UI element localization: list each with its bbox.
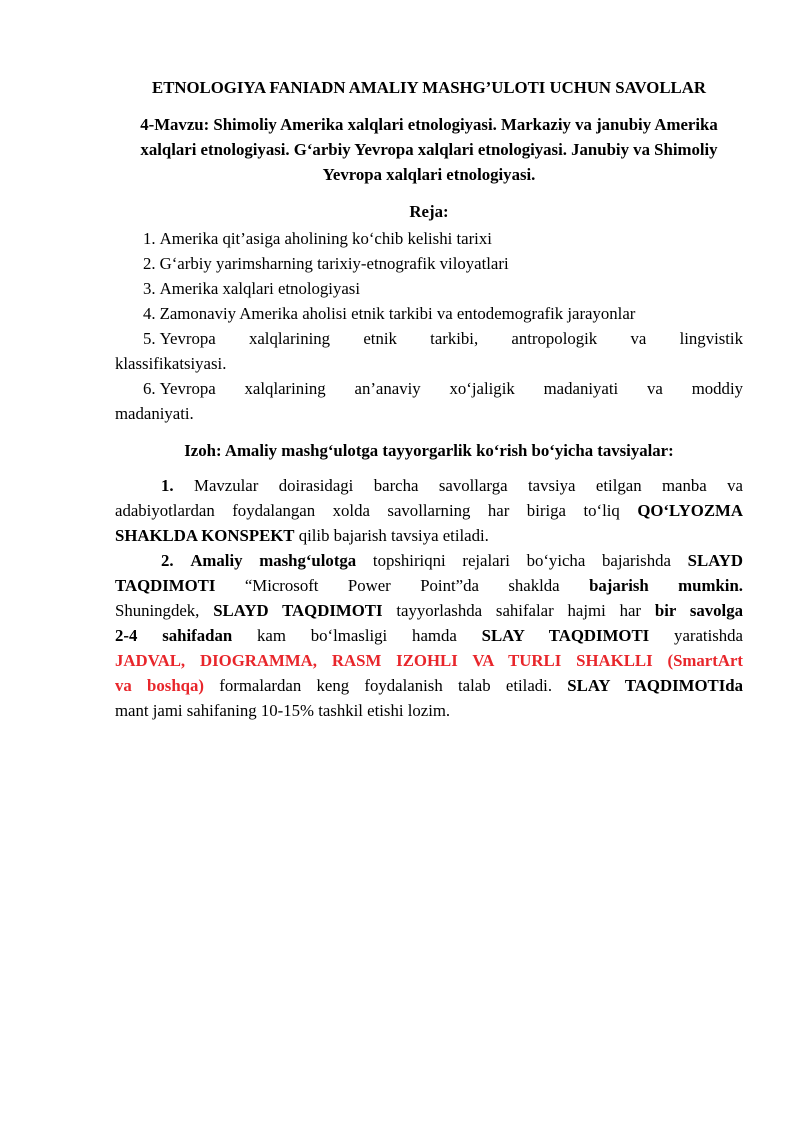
plan-item: 3. Amerika xalqlari etnologiyasi <box>143 279 360 298</box>
plan-item: 4. Zamonaviy Amerika aholisi etnik tarkibi va entodemografik jarayonlar <box>143 304 636 323</box>
recommendation-2: 2. Amaliy mashg‘ulotga topshiriqni rejalari bo‘yicha bajarishda SLAYD TAQDIMOTI “Microsoft Power Point”da shaklda bajarish mumkin. Shuningdek, SLAYD TAQDIMOTI tayyorlashda sahifalar hajmi har bir savolga 2-4 sahifadan kam bo‘lmasligi hamda SLAY TAQDIMOTI yaratishda JADVAL, DIOGRAMMA, RASM IZOHLI VA TURLI SHAKLLI (SmartArt va boshqa) formalardan keng foydalanish talab etiladi. SLAY TAQDIMOTIda mant jami sahifaning 10-15% tashkil etishi lozim. <box>115 551 744 720</box>
plan-item: 2. G‘arbiy yarimsharning tarixiy-etnografik viloyatlari <box>143 254 509 273</box>
note-heading: Izoh: Amaliy mashg‘ulotga tayyorgarlik ko‘rish bo‘yicha tavsiyalar: <box>184 441 674 460</box>
document-title: ETNOLOGIYA FANIADN AMALIY MASHG’ULOTI UCHUN SAVOLLAR <box>152 78 706 97</box>
plan-item: 1. Amerika qit’asiga aholining ko‘chib kelishi tarixi <box>143 229 492 248</box>
document-page <box>115 75 743 723</box>
plan-item: 5. Yevropa xalqlarining etnik tarkibi, antropologik va lingvistik klassifikatsiyasi. <box>115 329 743 373</box>
highlighted-requirement: JADVAL, DIOGRAMMA, RASM IZOHLI VA TURLI SHAKLLI (SmartArt <box>115 651 743 670</box>
plan-list <box>115 226 743 426</box>
plan-item: 6. Yevropa xalqlarining an’anaviy xo‘jaligik madaniyati va moddiy madaniyati. <box>115 379 743 423</box>
topic-heading: 4-Mavzu: Shimoliy Amerika xalqlari etnologiyasi. Markaziy va janubiy Amerika xalqlari etnologiyasi. G‘arbiy Yevropa xalqlari etnologiyasi. Janubiy va Shimoliy Yevropa xalqlari etnologiyasi. <box>140 115 718 184</box>
recommendation-1: 1. Mavzular doirasidagi barcha savollarga tavsiya etilgan manba va adabiyotlardan foydalangan xolda savollarning har biriga to‘liq QO‘LYOZMA SHAKLDA KONSPEKT qilib bajarish tavsiya etiladi. <box>115 476 744 545</box>
plan-heading: Reja: <box>409 202 449 221</box>
